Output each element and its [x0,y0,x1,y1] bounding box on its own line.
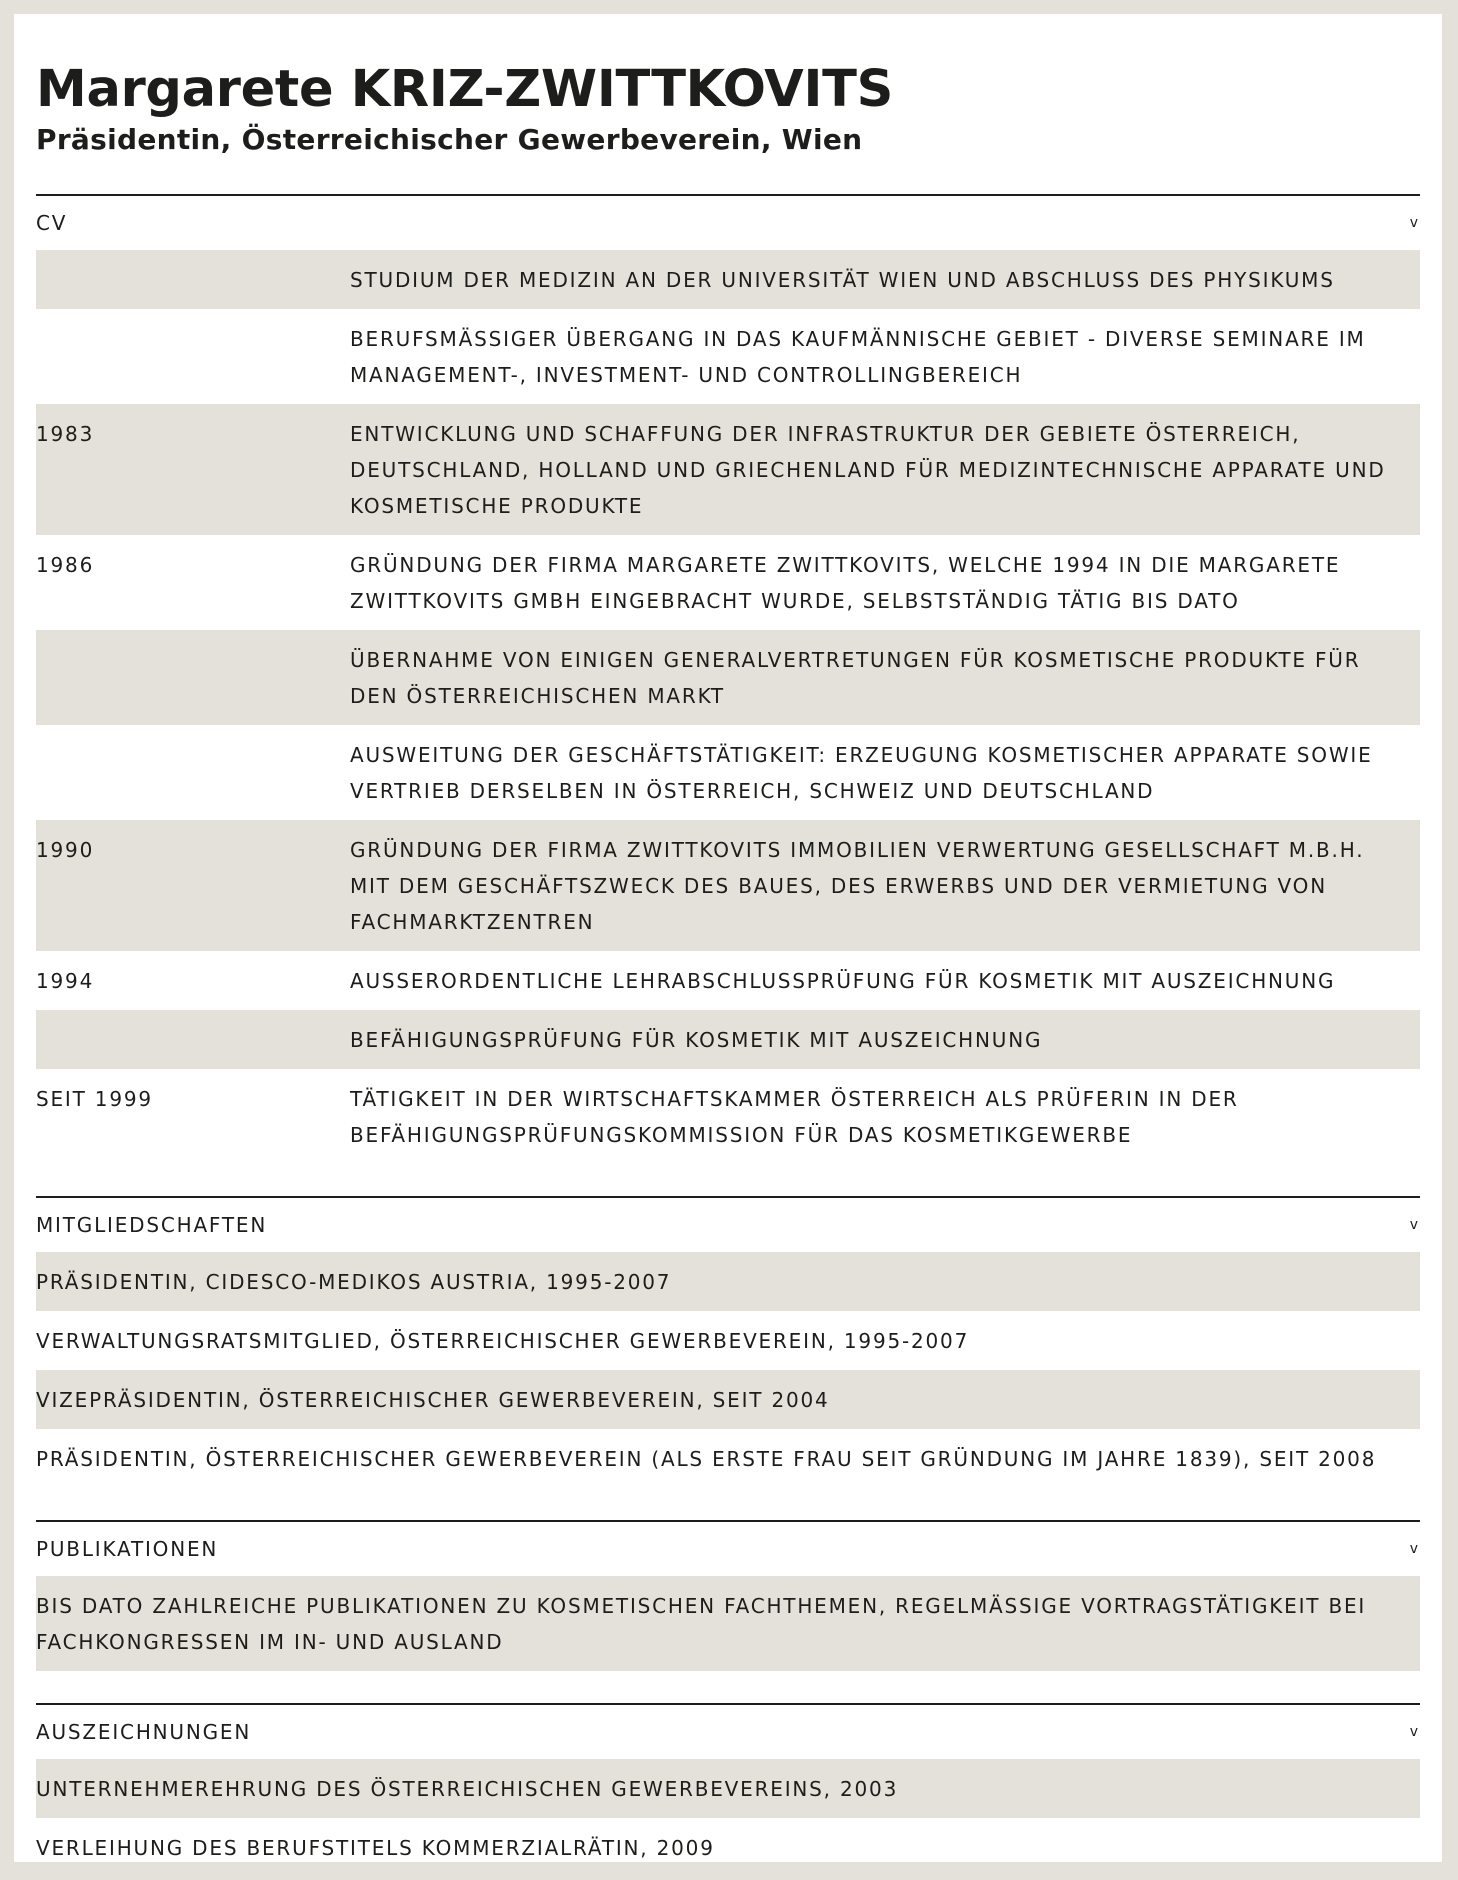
cv-row [36,404,1420,535]
section-publications-header[interactable] [36,1522,1420,1576]
section-cv-header[interactable] [36,196,1420,250]
list-item: UNTERNEHMEREHRUNG DES ÖSTERREICHISCHEN GEWERBEVEREINS, 2003 [36,1759,1420,1818]
cv-year: 1983 [36,422,95,446]
section-publications [36,1520,1420,1671]
cv-row [36,250,1420,309]
cv-row [36,309,1420,404]
section-memberships [36,1196,1420,1488]
section-cv-title: CV [36,211,68,235]
person-subtitle: Präsidentin, Österreichischer Gewerbeverein, Wien [36,123,863,156]
section-awards-title: AUSZEICHNUNGEN [36,1720,252,1744]
cv-row [36,1010,1420,1069]
cv-row [36,820,1420,951]
cv-year: 1990 [36,838,95,862]
cv-year [36,262,350,298]
cv-year: 1994 [36,969,95,993]
cv-year [36,737,350,809]
profile-card [14,14,1442,1862]
cv-list [36,250,1420,1164]
cv-year: SEIT 1999 [36,1087,153,1111]
cv-text: AUSSERORDENTLICHE LEHRABSCHLUSSPRÜFUNG FÜR KOSMETIK MIT AUSZEICHNUNG [350,969,1336,993]
list-item: VIZEPRÄSIDENTIN, ÖSTERREICHISCHER GEWERBEVEREIN, SEIT 2004 [36,1370,1420,1429]
awards-list [36,1759,1420,1877]
list-item: PRÄSIDENTIN, ÖSTERREICHISCHER GEWERBEVEREIN (ALS ERSTE FRAU SEIT GRÜNDUNG IM JAHRE 1839), SEIT 2008 [36,1447,1377,1471]
person-name: Margarete KRIZ-ZWITTKOVITS [36,60,894,119]
section-memberships-title: MITGLIEDSCHAFTEN [36,1213,268,1237]
chevron-down-icon[interactable]: v [1409,1724,1418,1740]
chevron-down-icon[interactable]: v [1409,1217,1418,1233]
cv-text: GRÜNDUNG DER FIRMA MARGARETE ZWITTKOVITS, WELCHE 1994 IN DIE MARGARETE ZWITTKOVITS GMBH EINGEBRACHT WURDE, SELBSTSTÄNDIG TÄTIG BIS DATO [350,553,1341,613]
chevron-down-icon[interactable]: v [1409,1541,1418,1557]
cv-year: 1986 [36,553,95,577]
section-memberships-header[interactable] [36,1198,1420,1252]
cv-row [36,535,1420,630]
list-item: VERWALTUNGSRATSMITGLIED, ÖSTERREICHISCHER GEWERBEVEREIN, 1995-2007 [36,1329,970,1353]
cv-text: GRÜNDUNG DER FIRMA ZWITTKOVITS IMMOBILIEN VERWERTUNG GESELLSCHAFT M.B.H. MIT DEM GESCHÄFTSZWECK DES BAUES, DES ERWERBS UND DER VERMIETUNG VON FACHMARKTZENTREN [350,838,1365,934]
cv-year [36,321,350,393]
cv-text: AUSWEITUNG DER GESCHÄFTSTÄTIGKEIT: ERZEUGUNG KOSMETISCHER APPARATE SOWIE VERTRIEB DERSELBEN IN ÖSTERREICH, SCHWEIZ UND DEUTSCHLAND [350,743,1373,803]
list-item: BIS DATO ZAHLREICHE PUBLIKATIONEN ZU KOSMETISCHEN FACHTHEMEN, REGELMÄSSIGE VORTRAGSTÄTIGKEIT BEI FACHKONGRESSEN IM IN- UND AUSLAND [36,1576,1420,1671]
section-cv [36,194,1420,1164]
cv-text: TÄTIGKEIT IN DER WIRTSCHAFTSKAMMER ÖSTERREICH ALS PRÜFERIN IN DER BEFÄHIGUNGSPRÜFUNGSKOMMISSION FÜR DAS KOSMETIKGEWERBE [350,1087,1239,1147]
cv-year [36,642,350,714]
list-item: PRÄSIDENTIN, CIDESCO-MEDIKOS AUSTRIA, 1995-2007 [36,1252,1420,1311]
cv-row [36,951,1420,1010]
list-item: VERLEIHUNG DES BERUFSTITELS KOMMERZIALRÄTIN, 2009 [36,1836,715,1860]
cv-text: ÜBERNAHME VON EINIGEN GENERALVERTRETUNGEN FÜR KOSMETISCHE PRODUKTE FÜR DEN ÖSTERREICHISCHEN MARKT [350,648,1361,708]
cv-text: STUDIUM DER MEDIZIN AN DER UNIVERSITÄT WIEN UND ABSCHLUSS DES PHYSIKUMS [350,268,1335,292]
publications-list [36,1576,1420,1671]
section-awards [36,1703,1420,1877]
section-awards-header[interactable] [36,1705,1420,1759]
cv-row [36,1069,1420,1164]
cv-year [36,1022,350,1058]
cv-text: ENTWICKLUNG UND SCHAFFUNG DER INFRASTRUKTUR DER GEBIETE ÖSTERREICH, DEUTSCHLAND, HOLLAND UND GRIECHENLAND FÜR MEDIZINTECHNISCHE APPARATE UND KOSMETISCHE PRODUKTE [350,422,1386,518]
cv-row [36,630,1420,725]
cv-text: BEFÄHIGUNGSPRÜFUNG FÜR KOSMETIK MIT AUSZEICHNUNG [350,1028,1043,1052]
section-publications-title: PUBLIKATIONEN [36,1537,219,1561]
memberships-list [36,1252,1420,1488]
cv-row [36,725,1420,820]
chevron-down-icon[interactable]: v [1409,215,1418,231]
cv-text: BERUFSMÄSSIGER ÜBERGANG IN DAS KAUFMÄNNISCHE GEBIET - DIVERSE SEMINARE IM MANAGEMENT-, INVESTMENT- UND CONTROLLINGBEREICH [350,327,1366,387]
